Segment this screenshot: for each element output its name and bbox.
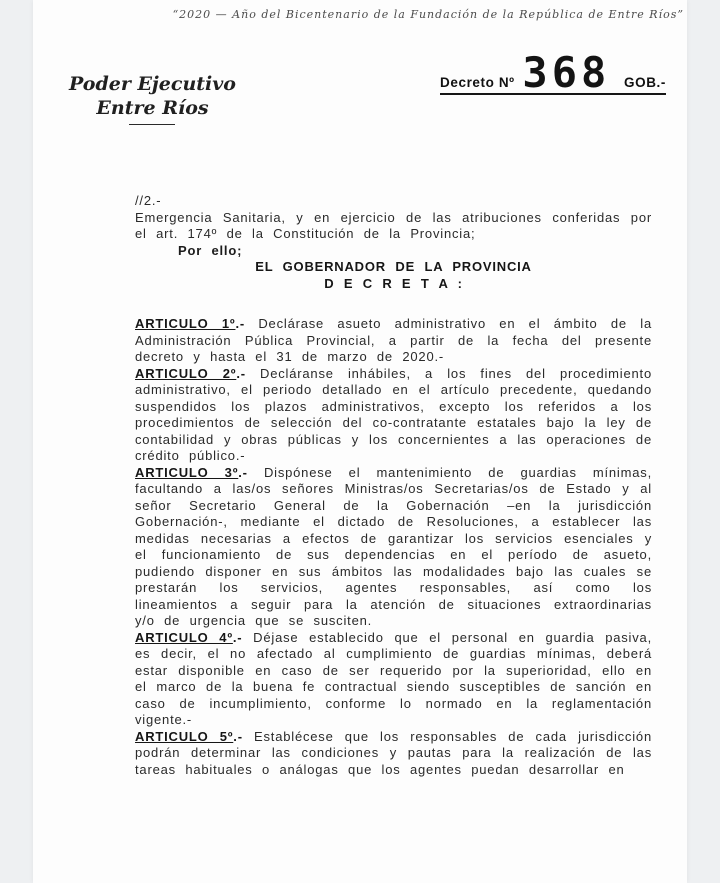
por-ello-line: Por ello; <box>178 242 243 258</box>
article-separator: .- <box>233 728 243 744</box>
article-label: ARTICULO 1º <box>135 316 236 331</box>
decree-suffix: GOB.- <box>624 75 666 91</box>
decree-number: 368 <box>522 48 611 97</box>
decree-body <box>135 193 652 778</box>
letterhead-line2: Entre Ríos <box>96 97 209 119</box>
decree-heading <box>135 259 652 292</box>
article-separator: .- <box>236 365 246 381</box>
articles-list <box>135 316 652 778</box>
article-separator: .- <box>238 464 248 480</box>
intro-paragraph: Emergencia Sanitaria, y en ejercicio de las atribuciones conferidas por el art. 174º de la Constitución de la Provincia; <box>135 209 652 241</box>
article-paragraph <box>135 630 652 729</box>
page-continuation-marker: //2.- <box>135 193 162 208</box>
letterhead <box>69 72 236 125</box>
article-label: ARTICULO 4º <box>135 629 233 645</box>
article-separator: .- <box>232 629 243 645</box>
article-text: Decláranse inhábiles, a los fines del procedimiento administrativo, el periodo detallado en el artículo precedente, quedando suspendidos los plazos administrativos, excepto los referidos a los procedimientos de selección del co-contratante estatales bajo la ley de contabilidad y obras públicas y los concernientes a las operaciones de crédito público.- <box>135 365 652 463</box>
article-label: ARTICULO 3º <box>135 464 239 480</box>
article-paragraph <box>135 366 652 465</box>
document-page <box>33 0 687 883</box>
article-text: Declárase asueto administrativo en el ámbito de la Administración Pública Provincial, a partir de la fecha del presente decreto y hasta el 31 de marzo de 2020.- <box>135 316 652 364</box>
article-text: Establécese que los responsables de cada jurisdicción podrán determinar las condiciones y pautas para la realización de las tareas habituales o análogas que los agentes puedan desarrollar en <box>135 728 652 777</box>
letterhead-underline <box>129 124 175 125</box>
article-separator: .- <box>235 316 246 331</box>
decree-heading-line2: D E C R E T A : <box>324 275 463 291</box>
article-label: ARTICULO 5º <box>135 728 234 744</box>
article-paragraph <box>135 465 652 630</box>
year-legend: “2020 — Año del Bicentenario de la Fundación de la República de Entre Ríos” <box>172 8 684 21</box>
letterhead-line1: Poder Ejecutivo <box>69 73 236 95</box>
article-text: Déjase establecido que el personal en guardia pasiva, es decir, el no afectado al cumplimiento de guardias mínimas, deberá estar disponible en caso de ser requerido por la superioridad, ello en el marco de la buena fe contractual siendo susceptibles de sanción en caso de incumplimiento, conforme lo normado en la reglamentación vigente.- <box>135 629 652 727</box>
decree-label: Decreto Nº <box>440 75 515 91</box>
article-text: Dispónese el mantenimiento de guardias mínimas, facultando a las/os señores Ministras/os Secretarias/os de Estado y al señor Secretario General de la Gobernación –en la jurisdicción Gobernación-, mediante el dictado de Resoluciones, a establecer las medidas necesarias a efectos de garantizar los servicios esenciales y el funcionamiento de sus dependencias en el período de asueto, pudiendo disponer en sus ámbitos las modalidades bajo las cuales se prestarán los servicios, agentes responsables, así como los lineamientos a seguir para la atención de situaciones extraordinarias y/o de urgencia que se susciten. <box>135 464 652 628</box>
decree-number-line <box>440 48 666 97</box>
article-paragraph <box>135 729 652 779</box>
article-label: ARTICULO 2º <box>135 365 237 381</box>
article-paragraph <box>135 316 652 366</box>
decree-heading-line1: EL GOBERNADOR DE LA PROVINCIA <box>255 259 532 274</box>
